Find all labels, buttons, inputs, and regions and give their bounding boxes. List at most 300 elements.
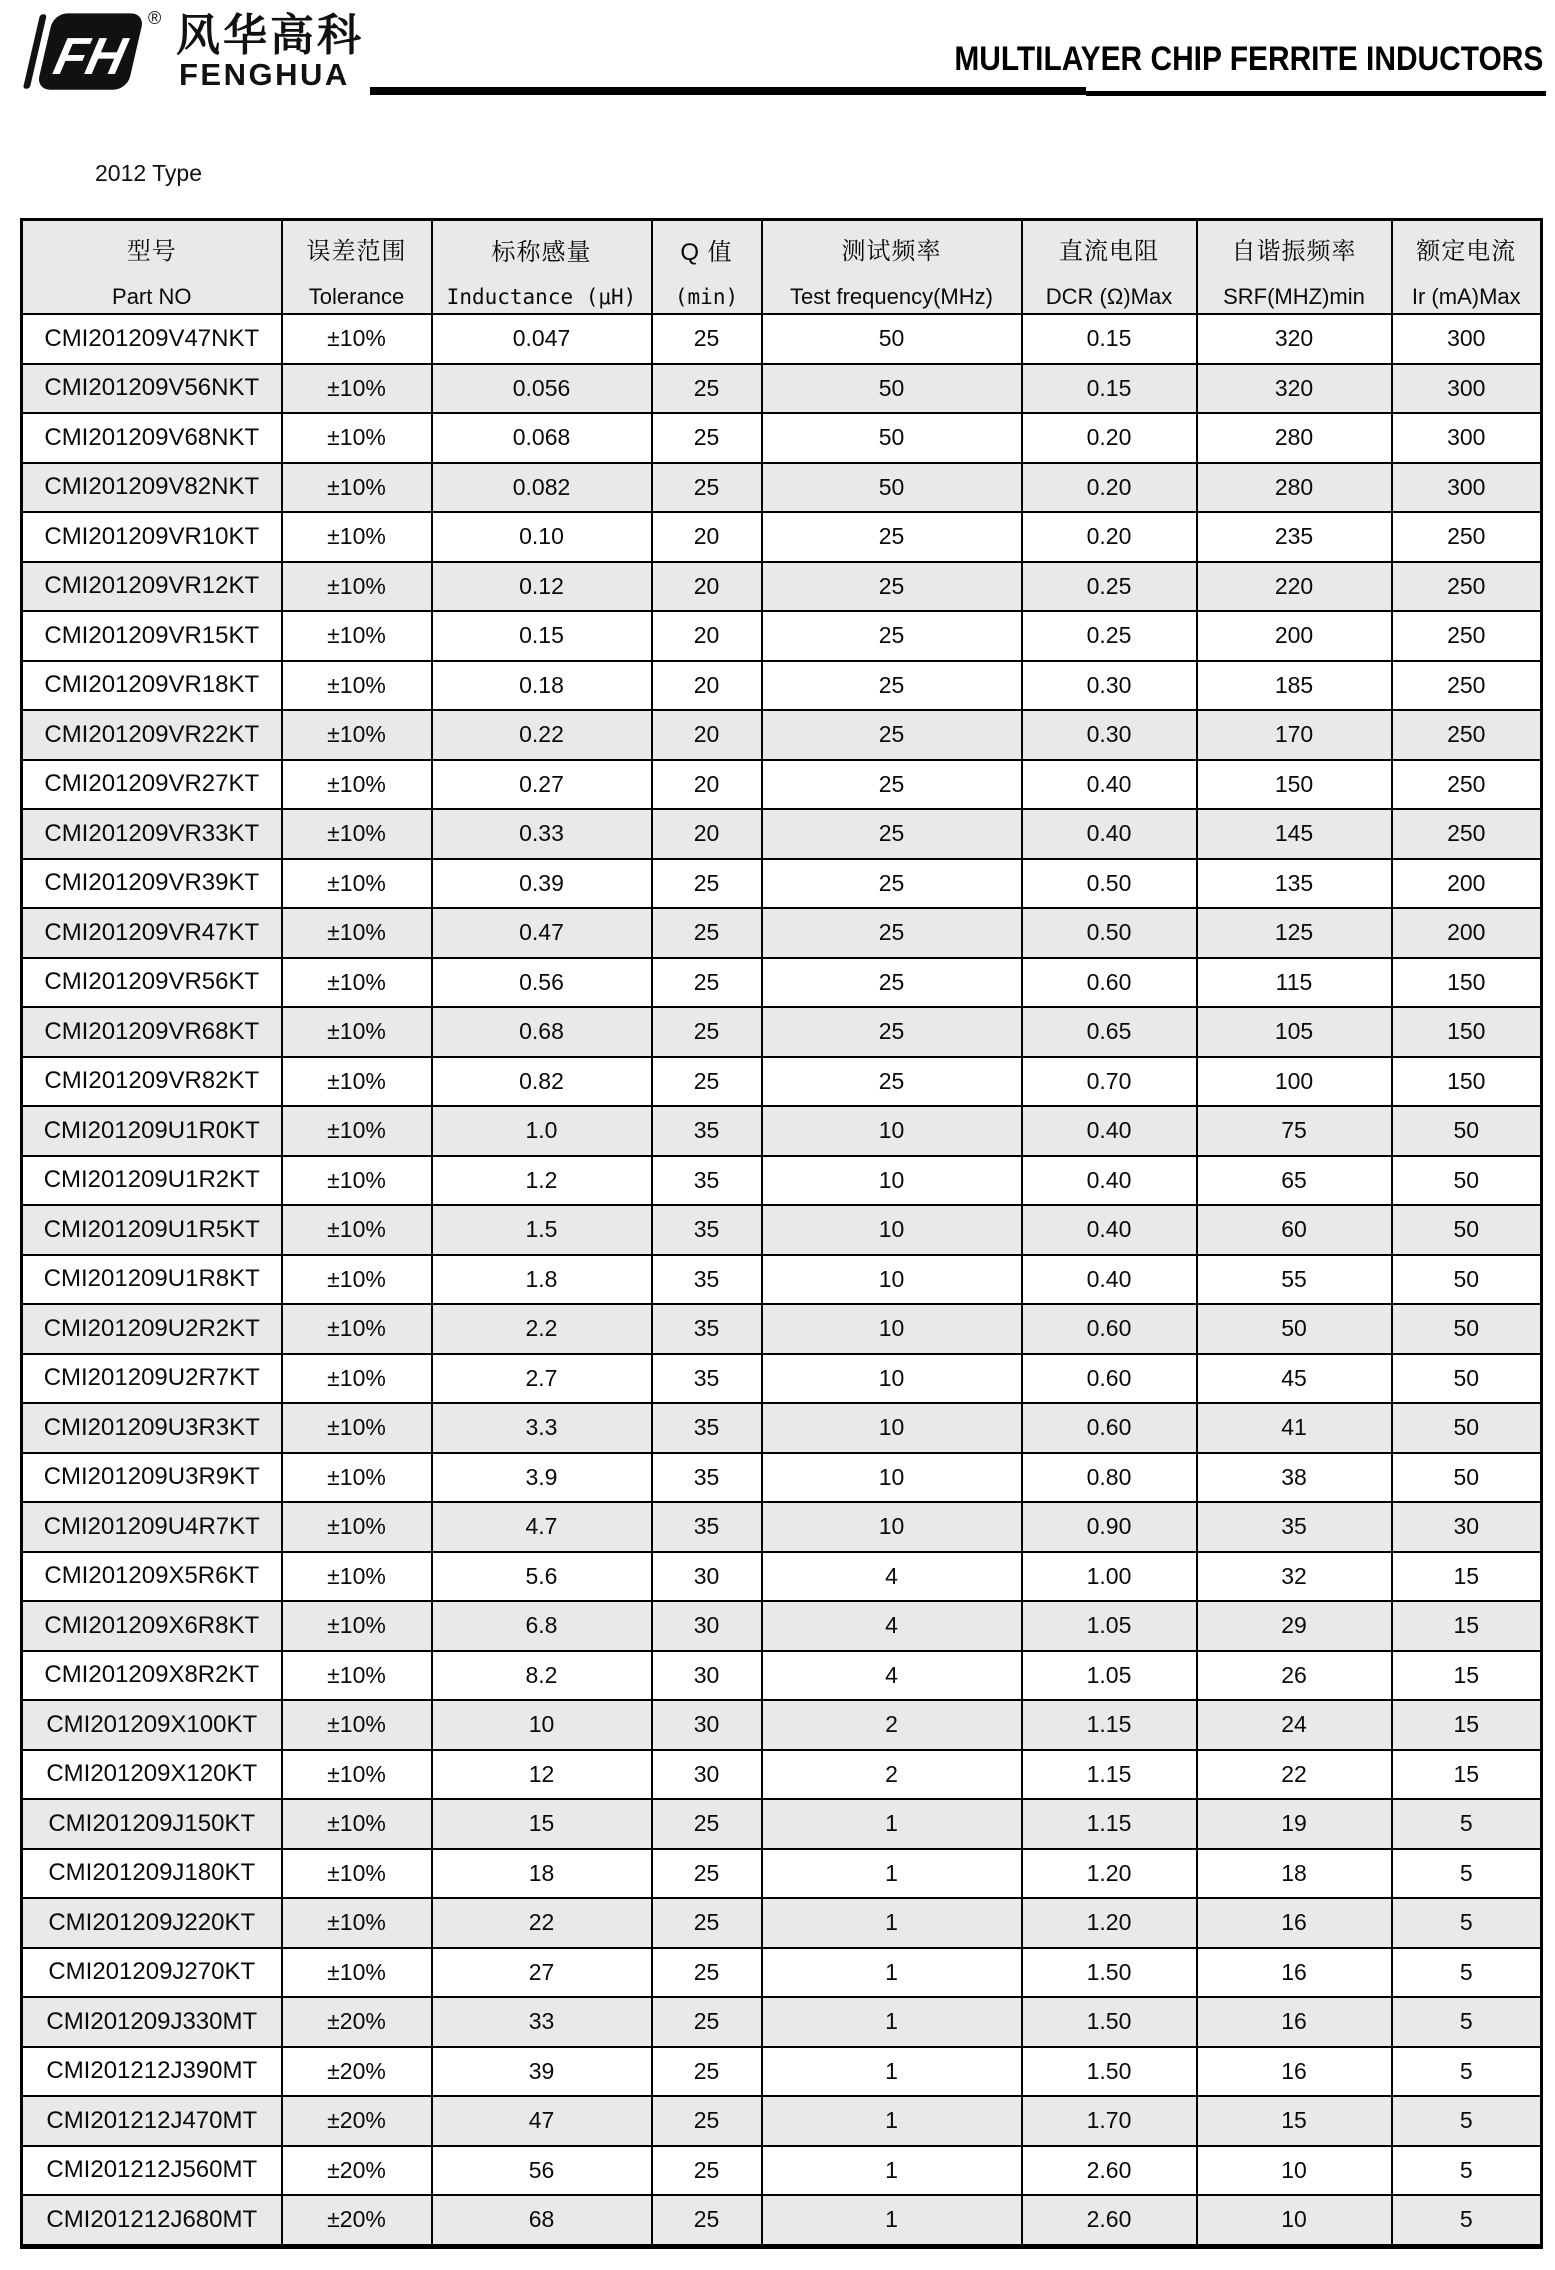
cell-dcr: 0.40: [1022, 760, 1197, 810]
cell-freq: 1: [762, 1997, 1022, 2047]
cell-inductance: 0.56: [432, 958, 652, 1008]
cell-tolerance: ±20%: [282, 2096, 432, 2146]
cell-ir: 300: [1392, 314, 1542, 364]
cell-inductance: 0.056: [432, 364, 652, 414]
doc-title: MULTILAYER CHIP FERRITE INDUCTORS: [953, 40, 1543, 78]
cell-q: 25: [652, 859, 762, 909]
cell-dcr: 1.15: [1022, 1750, 1197, 1800]
cell-freq: 4: [762, 1601, 1022, 1651]
cell-dcr: 0.20: [1022, 413, 1197, 463]
cell-srf: 170: [1197, 710, 1392, 760]
cell-ir: 5: [1392, 1898, 1542, 1948]
table-row: [22, 1700, 1542, 1750]
cell-srf: 16: [1197, 1997, 1392, 2047]
table-row: [22, 1205, 1542, 1255]
cell-part: CMI201209VR39KT: [22, 859, 282, 909]
cell-inductance: 1.5: [432, 1205, 652, 1255]
cell-freq: 25: [762, 908, 1022, 958]
cell-freq: 10: [762, 1453, 1022, 1503]
cell-ir: 150: [1392, 958, 1542, 1008]
cell-srf: 60: [1197, 1205, 1392, 1255]
cell-q: 25: [652, 2096, 762, 2146]
cell-srf: 32: [1197, 1552, 1392, 1602]
cell-q: 25: [652, 2047, 762, 2097]
table-row: [22, 1007, 1542, 1057]
cell-ir: 5: [1392, 1948, 1542, 1998]
cell-part: CMI201209VR22KT: [22, 710, 282, 760]
cell-part: CMI201209J220KT: [22, 1898, 282, 1948]
cell-freq: 1: [762, 1799, 1022, 1849]
table-row: [22, 562, 1542, 612]
cell-dcr: 0.40: [1022, 1205, 1197, 1255]
cell-inductance: 1.2: [432, 1156, 652, 1206]
cell-ir: 50: [1392, 1156, 1542, 1206]
cell-freq: 10: [762, 1502, 1022, 1552]
header-rule-right: [1086, 91, 1546, 96]
cell-part: CMI201209U3R3KT: [22, 1403, 282, 1453]
table-row: [22, 908, 1542, 958]
cell-q: 20: [652, 710, 762, 760]
cell-inductance: 22: [432, 1898, 652, 1948]
cell-tolerance: ±10%: [282, 463, 432, 513]
table-row: [22, 958, 1542, 1008]
cell-q: 20: [652, 611, 762, 661]
col-header-part-en: Part NO: [112, 283, 192, 309]
cell-inductance: 6.8: [432, 1601, 652, 1651]
cell-freq: 2: [762, 1750, 1022, 1800]
cell-freq: 10: [762, 1255, 1022, 1305]
table-row: [22, 1552, 1542, 1602]
cell-dcr: 1.50: [1022, 1997, 1197, 2047]
col-header-tolerance: [282, 220, 432, 315]
cell-q: 25: [652, 2195, 762, 2246]
cell-freq: 50: [762, 314, 1022, 364]
cell-ir: 15: [1392, 1601, 1542, 1651]
table-row: [22, 1354, 1542, 1404]
cell-dcr: 0.15: [1022, 314, 1197, 364]
cell-part: CMI201209VR68KT: [22, 1007, 282, 1057]
cell-part: CMI201212J390MT: [22, 2047, 282, 2097]
cell-srf: 145: [1197, 809, 1392, 859]
cell-tolerance: ±10%: [282, 1453, 432, 1503]
cell-srf: 280: [1197, 413, 1392, 463]
cell-tolerance: ±10%: [282, 1007, 432, 1057]
cell-freq: 4: [762, 1651, 1022, 1701]
cell-tolerance: ±10%: [282, 1700, 432, 1750]
cell-q: 35: [652, 1453, 762, 1503]
cell-inductance: 0.12: [432, 562, 652, 612]
type-label: 2012 Type: [95, 160, 203, 186]
cell-freq: 25: [762, 1057, 1022, 1107]
col-header-ir-en: Ir (mA)Max: [1411, 283, 1521, 309]
col-header-ir-cn: 额定电流: [1416, 237, 1517, 265]
cell-part: CMI201209VR12KT: [22, 562, 282, 612]
cell-srf: 45: [1197, 1354, 1392, 1404]
cell-srf: 50: [1197, 1304, 1392, 1354]
cell-srf: 115: [1197, 958, 1392, 1008]
table-row: [22, 1898, 1542, 1948]
cell-q: 25: [652, 1007, 762, 1057]
cell-q: 25: [652, 1997, 762, 2047]
cell-q: 20: [652, 661, 762, 711]
cell-inductance: 0.22: [432, 710, 652, 760]
cell-freq: 1: [762, 1849, 1022, 1899]
table-row: [22, 2195, 1542, 2246]
cell-part: CMI201209U1R8KT: [22, 1255, 282, 1305]
table-row: [22, 1255, 1542, 1305]
cell-ir: 5: [1392, 1997, 1542, 2047]
cell-freq: 25: [762, 710, 1022, 760]
cell-inductance: 12: [432, 1750, 652, 1800]
table-row: [22, 1948, 1542, 1998]
col-header-freq-cn: 测试频率: [841, 237, 942, 265]
cell-dcr: 2.60: [1022, 2195, 1197, 2246]
table-row: [22, 1750, 1542, 1800]
cell-freq: 1: [762, 1898, 1022, 1948]
cell-part: CMI201209U3R9KT: [22, 1453, 282, 1503]
cell-inductance: 0.047: [432, 314, 652, 364]
cell-inductance: 10: [432, 1700, 652, 1750]
cell-q: 35: [652, 1354, 762, 1404]
cell-part: CMI201209X6R8KT: [22, 1601, 282, 1651]
cell-tolerance: ±20%: [282, 2047, 432, 2097]
cell-dcr: 1.20: [1022, 1898, 1197, 1948]
cell-part: CMI201209X120KT: [22, 1750, 282, 1800]
cell-dcr: 0.90: [1022, 1502, 1197, 1552]
cell-ir: 250: [1392, 661, 1542, 711]
table-row: [22, 1502, 1542, 1552]
cell-inductance: 68: [432, 2195, 652, 2246]
cell-inductance: 1.8: [432, 1255, 652, 1305]
cell-srf: 18: [1197, 1849, 1392, 1899]
cell-tolerance: ±10%: [282, 908, 432, 958]
cell-ir: 300: [1392, 413, 1542, 463]
cell-tolerance: ±10%: [282, 1948, 432, 1998]
header-rule-left: [370, 87, 1086, 95]
cell-dcr: 0.15: [1022, 364, 1197, 414]
cell-ir: 5: [1392, 1849, 1542, 1899]
cell-tolerance: ±20%: [282, 2195, 432, 2246]
cell-freq: 1: [762, 2047, 1022, 2097]
cell-srf: 320: [1197, 314, 1392, 364]
cell-part: CMI201209VR27KT: [22, 760, 282, 810]
cell-tolerance: ±10%: [282, 364, 432, 414]
cell-freq: 4: [762, 1552, 1022, 1602]
cell-tolerance: ±10%: [282, 1502, 432, 1552]
cell-freq: 25: [762, 1007, 1022, 1057]
cell-part: CMI201209V56NKT: [22, 364, 282, 414]
fenghua-logo-icon: [18, 8, 163, 96]
spec-table: [20, 218, 1543, 2249]
cell-dcr: 1.50: [1022, 2047, 1197, 2097]
cell-ir: 150: [1392, 1057, 1542, 1107]
cell-inductance: 47: [432, 2096, 652, 2146]
cell-freq: 1: [762, 2146, 1022, 2196]
cell-part: CMI201209J330MT: [22, 1997, 282, 2047]
cell-ir: 50: [1392, 1354, 1542, 1404]
cell-ir: 250: [1392, 809, 1542, 859]
cell-ir: 5: [1392, 2146, 1542, 2196]
cell-srf: 75: [1197, 1106, 1392, 1156]
cell-inductance: 33: [432, 1997, 652, 2047]
cell-freq: 1: [762, 2195, 1022, 2246]
cell-tolerance: ±10%: [282, 1255, 432, 1305]
cell-part: CMI201209J180KT: [22, 1849, 282, 1899]
cell-ir: 5: [1392, 2195, 1542, 2246]
cell-dcr: 0.70: [1022, 1057, 1197, 1107]
cell-dcr: 0.40: [1022, 1255, 1197, 1305]
cell-inductance: 0.68: [432, 1007, 652, 1057]
cell-dcr: 0.20: [1022, 512, 1197, 562]
cell-dcr: 1.00: [1022, 1552, 1197, 1602]
cell-q: 25: [652, 463, 762, 513]
col-header-freq-en: Test frequency(MHz): [790, 283, 993, 309]
table-row: [22, 512, 1542, 562]
cell-srf: 10: [1197, 2195, 1392, 2246]
cell-q: 25: [652, 413, 762, 463]
cell-srf: 22: [1197, 1750, 1392, 1800]
cell-part: CMI201209VR33KT: [22, 809, 282, 859]
table-row: [22, 1403, 1542, 1453]
cell-inductance: 0.068: [432, 413, 652, 463]
table-row: [22, 1106, 1542, 1156]
cell-part: CMI201209U1R0KT: [22, 1106, 282, 1156]
cell-freq: 25: [762, 958, 1022, 1008]
cell-ir: 50: [1392, 1403, 1542, 1453]
cell-q: 30: [652, 1700, 762, 1750]
col-header-dcr-en: DCR (Ω)Max: [1045, 283, 1173, 309]
cell-dcr: 2.60: [1022, 2146, 1197, 2196]
cell-dcr: 1.70: [1022, 2096, 1197, 2146]
table-row: [22, 413, 1542, 463]
cell-tolerance: ±10%: [282, 1403, 432, 1453]
cell-srf: 24: [1197, 1700, 1392, 1750]
cell-tolerance: ±20%: [282, 1997, 432, 2047]
table-row: [22, 1156, 1542, 1206]
cell-tolerance: ±10%: [282, 1156, 432, 1206]
cell-ir: 250: [1392, 611, 1542, 661]
cell-ir: 30: [1392, 1502, 1542, 1552]
cell-dcr: 0.60: [1022, 1304, 1197, 1354]
cell-q: 30: [652, 1750, 762, 1800]
cell-dcr: 0.65: [1022, 1007, 1197, 1057]
cell-ir: 200: [1392, 908, 1542, 958]
cell-tolerance: ±10%: [282, 1750, 432, 1800]
table-row: [22, 1651, 1542, 1701]
cell-dcr: 1.15: [1022, 1799, 1197, 1849]
cell-freq: 50: [762, 364, 1022, 414]
cell-tolerance: ±10%: [282, 710, 432, 760]
cell-tolerance: ±10%: [282, 859, 432, 909]
cell-inductance: 4.7: [432, 1502, 652, 1552]
cell-dcr: 0.60: [1022, 1354, 1197, 1404]
cell-freq: 10: [762, 1156, 1022, 1206]
cell-part: CMI201209J150KT: [22, 1799, 282, 1849]
cell-inductance: 8.2: [432, 1651, 652, 1701]
cell-tolerance: ±10%: [282, 1799, 432, 1849]
cell-dcr: 0.40: [1022, 1156, 1197, 1206]
cell-ir: 150: [1392, 1007, 1542, 1057]
table-row: [22, 809, 1542, 859]
col-header-q-cn: Q 值: [680, 238, 733, 266]
cell-inductance: 5.6: [432, 1552, 652, 1602]
cell-srf: 150: [1197, 760, 1392, 810]
col-header-inductance-cn: 标称感量: [491, 238, 592, 266]
table-row: [22, 1057, 1542, 1107]
cell-q: 35: [652, 1403, 762, 1453]
cell-srf: 280: [1197, 463, 1392, 513]
cell-dcr: 1.20: [1022, 1849, 1197, 1899]
cell-q: 25: [652, 314, 762, 364]
registered-trademark-icon: ®: [148, 8, 162, 28]
cell-q: 35: [652, 1156, 762, 1206]
cell-inductance: 2.7: [432, 1354, 652, 1404]
cell-part: CMI201209U2R7KT: [22, 1354, 282, 1404]
cell-srf: 10: [1197, 2146, 1392, 2196]
cell-inductance: 1.0: [432, 1106, 652, 1156]
cell-part: CMI201209U4R7KT: [22, 1502, 282, 1552]
cell-inductance: 0.10: [432, 512, 652, 562]
cell-inductance: 3.9: [432, 1453, 652, 1503]
cell-q: 25: [652, 1799, 762, 1849]
cell-srf: 35: [1197, 1502, 1392, 1552]
cell-part: CMI201209VR15KT: [22, 611, 282, 661]
cell-ir: 5: [1392, 2047, 1542, 2097]
cell-part: CMI201209U1R5KT: [22, 1205, 282, 1255]
cell-ir: 250: [1392, 760, 1542, 810]
cell-srf: 185: [1197, 661, 1392, 711]
cell-tolerance: ±10%: [282, 314, 432, 364]
cell-srf: 16: [1197, 2047, 1392, 2097]
cell-srf: 105: [1197, 1007, 1392, 1057]
cell-ir: 15: [1392, 1750, 1542, 1800]
cell-part: CMI201212J560MT: [22, 2146, 282, 2196]
cell-q: 20: [652, 512, 762, 562]
col-header-q-en: (min): [674, 284, 739, 309]
cell-ir: 15: [1392, 1651, 1542, 1701]
col-header-srf-en: SRF(MHZ)min: [1223, 283, 1365, 309]
cell-q: 25: [652, 1948, 762, 1998]
cell-ir: 300: [1392, 463, 1542, 513]
cell-q: 25: [652, 908, 762, 958]
cell-srf: 200: [1197, 611, 1392, 661]
table-row: [22, 314, 1542, 364]
cell-srf: 26: [1197, 1651, 1392, 1701]
cell-inductance: 15: [432, 1799, 652, 1849]
cell-part: CMI201209U2R2KT: [22, 1304, 282, 1354]
table-row: [22, 661, 1542, 711]
cell-part: CMI201209VR56KT: [22, 958, 282, 1008]
cell-dcr: 0.30: [1022, 710, 1197, 760]
cell-tolerance: ±10%: [282, 611, 432, 661]
cell-tolerance: ±10%: [282, 661, 432, 711]
cell-inductance: 0.33: [432, 809, 652, 859]
cell-dcr: 1.50: [1022, 1948, 1197, 1998]
cell-ir: 50: [1392, 1106, 1542, 1156]
cell-inductance: 0.15: [432, 611, 652, 661]
cell-tolerance: ±10%: [282, 413, 432, 463]
cell-dcr: 1.05: [1022, 1651, 1197, 1701]
cell-inductance: 0.82: [432, 1057, 652, 1107]
cell-inductance: 27: [432, 1948, 652, 1998]
cell-ir: 15: [1392, 1700, 1542, 1750]
table-row: [22, 1601, 1542, 1651]
cell-freq: 10: [762, 1205, 1022, 1255]
cell-ir: 50: [1392, 1453, 1542, 1503]
cell-freq: 10: [762, 1106, 1022, 1156]
cell-freq: 50: [762, 413, 1022, 463]
cell-tolerance: ±10%: [282, 1354, 432, 1404]
cell-part: CMI201209V68NKT: [22, 413, 282, 463]
cell-freq: 1: [762, 2096, 1022, 2146]
cell-srf: 41: [1197, 1403, 1392, 1453]
cell-ir: 5: [1392, 1799, 1542, 1849]
cell-q: 30: [652, 1651, 762, 1701]
cell-srf: 29: [1197, 1601, 1392, 1651]
cell-tolerance: ±10%: [282, 958, 432, 1008]
col-header-part: [22, 220, 282, 315]
table-body: [22, 314, 1542, 2246]
cell-part: CMI201212J680MT: [22, 2195, 282, 2246]
cell-q: 35: [652, 1205, 762, 1255]
cell-q: 25: [652, 1849, 762, 1899]
col-header-srf: [1197, 220, 1392, 315]
cell-inductance: 39: [432, 2047, 652, 2097]
cell-freq: 10: [762, 1304, 1022, 1354]
cell-ir: 250: [1392, 562, 1542, 612]
cell-srf: 65: [1197, 1156, 1392, 1206]
cell-srf: 235: [1197, 512, 1392, 562]
cell-tolerance: ±10%: [282, 1552, 432, 1602]
cell-inductance: 0.47: [432, 908, 652, 958]
cell-dcr: 0.60: [1022, 958, 1197, 1008]
cell-q: 30: [652, 1601, 762, 1651]
cell-tolerance: ±10%: [282, 1849, 432, 1899]
cell-ir: 50: [1392, 1205, 1542, 1255]
col-header-inductance-en: Inductance (μH): [446, 284, 637, 309]
cell-srf: 55: [1197, 1255, 1392, 1305]
cell-freq: 25: [762, 760, 1022, 810]
cell-q: 35: [652, 1255, 762, 1305]
cell-srf: 125: [1197, 908, 1392, 958]
cell-q: 25: [652, 364, 762, 414]
cell-part: CMI201209J270KT: [22, 1948, 282, 1998]
cell-freq: 10: [762, 1354, 1022, 1404]
cell-dcr: 0.80: [1022, 1453, 1197, 1503]
cell-tolerance: ±20%: [282, 2146, 432, 2196]
cell-ir: 50: [1392, 1255, 1542, 1305]
cell-freq: 50: [762, 463, 1022, 513]
cell-freq: 10: [762, 1403, 1022, 1453]
cell-dcr: 0.40: [1022, 809, 1197, 859]
header-row: [22, 220, 1542, 315]
table-row: [22, 2146, 1542, 2196]
cell-part: CMI201209V47NKT: [22, 314, 282, 364]
cell-part: CMI201209X100KT: [22, 1700, 282, 1750]
cell-srf: 100: [1197, 1057, 1392, 1107]
cell-ir: 250: [1392, 512, 1542, 562]
cell-q: 20: [652, 562, 762, 612]
cell-ir: 200: [1392, 859, 1542, 909]
cell-dcr: 0.30: [1022, 661, 1197, 711]
cell-ir: 300: [1392, 364, 1542, 414]
col-header-tolerance-en: Tolerance: [308, 283, 405, 309]
logo-text-en: FENGHUA: [179, 57, 350, 92]
logo-text-cn: 风华高科: [176, 11, 364, 60]
col-header-q: [652, 220, 762, 315]
cell-inductance: 3.3: [432, 1403, 652, 1453]
cell-tolerance: ±10%: [282, 1601, 432, 1651]
